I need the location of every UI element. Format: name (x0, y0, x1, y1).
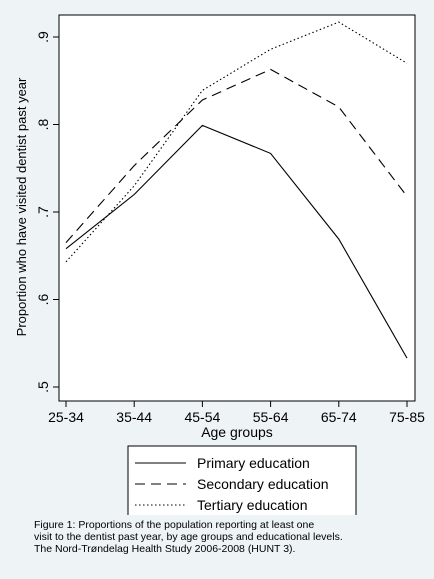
x-axis (48, 401, 425, 425)
x-tick-label: 55-64 (252, 409, 289, 425)
legend-label: Primary education (197, 455, 310, 471)
caption-line-1: Figure 1: Proportions of the population reporting at least one (34, 519, 315, 531)
y-tick-label: .7 (35, 206, 51, 218)
y-tick-label: .6 (35, 293, 51, 306)
legend (128, 446, 356, 515)
figure-caption (34, 519, 430, 555)
plot-area (59, 15, 415, 401)
x-tick-label: 35-44 (116, 409, 153, 425)
y-axis (35, 31, 59, 393)
caption-line-3: The Nord-Trøndelag Health Study 2006-2008 (HUNT 3). (34, 543, 296, 555)
x-axis-label: Age groups (201, 424, 273, 440)
x-tick-label: 65-74 (320, 409, 357, 425)
y-tick-label: .8 (35, 118, 51, 131)
y-tick-label: .9 (35, 31, 51, 43)
x-tick-label: 75-85 (389, 409, 425, 425)
caption-line-2: visit to the dentist past year, by age groups and educational levels. (34, 531, 343, 543)
y-axis-label: Proportion who have visited dentist past year (14, 77, 29, 337)
x-tick-label: 45-54 (184, 409, 221, 425)
legend-label: Secondary education (197, 476, 329, 492)
legend-label: Tertiary education (197, 497, 308, 513)
x-tick-label: 25-34 (48, 409, 84, 425)
y-tick-label: .5 (35, 381, 51, 393)
